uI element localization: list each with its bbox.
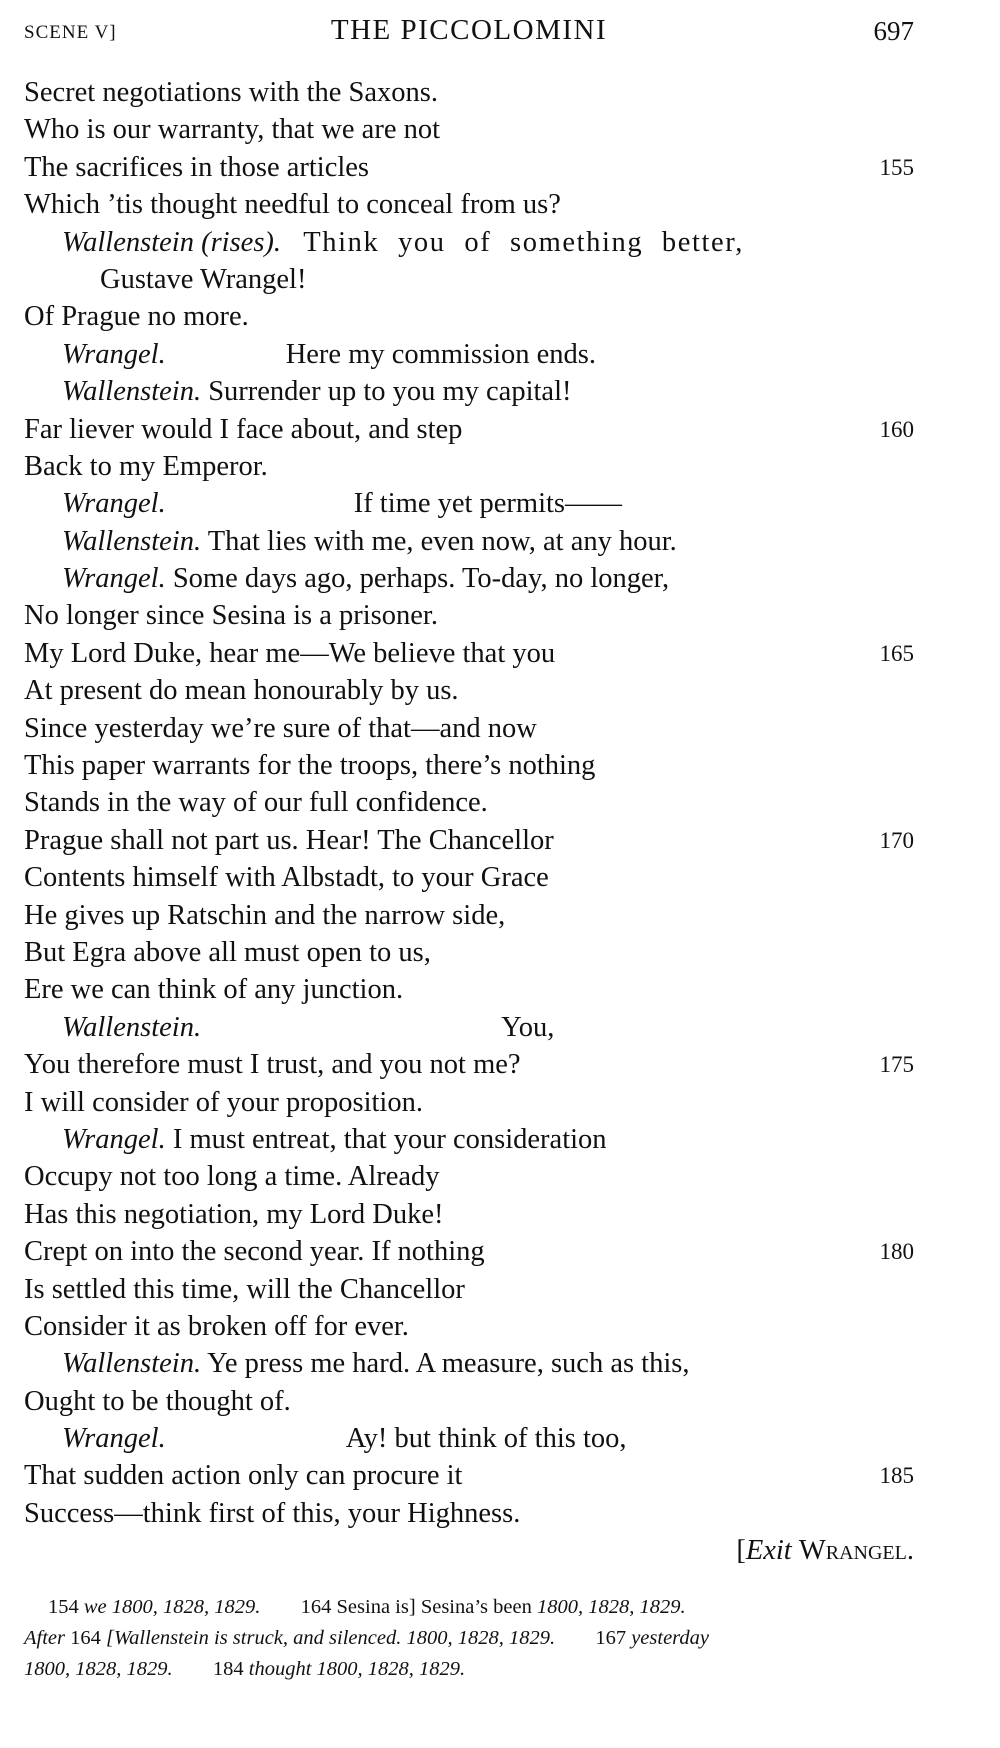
verse-line: Crept on into the second year. If nothing 180 (24, 1233, 914, 1270)
verse-line: Of Prague no more. (24, 301, 249, 333)
speech-line: Wrangel. I must entreat, that your consideration (62, 1123, 607, 1155)
verse-line: Prague shall not part us. Hear! The Chancellor 170 (24, 822, 914, 859)
speaker-name: Wrangel. (62, 1123, 166, 1155)
verse-line: Back to my Emperor. (24, 450, 268, 482)
speaker-name: Wallenstein. (62, 376, 202, 408)
verse-line: The sacrifices in those articles 155 (24, 149, 914, 186)
speaker-name: Wallenstein. (62, 525, 202, 557)
speaker-name: Wrangel. (62, 488, 166, 520)
speech-line: Wrangel. If time yet permits—— (62, 488, 623, 520)
footnotes (24, 1592, 914, 1685)
verse-line: That sudden action only can procure it 185 (24, 1457, 914, 1494)
speech-line: Wallenstein. You, (62, 1011, 555, 1043)
page-number: 697 (873, 16, 914, 46)
speaker-name: Wrangel. (62, 563, 166, 595)
page-title: THE PICCOLOMINI (330, 14, 608, 46)
verse-line: My Lord Duke, hear me—We believe that you 165 (24, 635, 914, 672)
footnote-line: After 164 [Wallenstein is struck, and silenced. 1800, 1828, 1829. 167 yesterday (24, 1627, 709, 1649)
speaker-name: Wallenstein. (62, 1011, 202, 1043)
verse-line: Occupy not too long a time. Already (24, 1161, 440, 1193)
verse-line: Far liever would I face about, and step 160 (24, 411, 914, 448)
speaker-name: Wrangel. (62, 1423, 166, 1455)
speech-line: Wrangel. Here my commission ends. (62, 338, 596, 370)
speech-line: Wallenstein. Surrender up to you my capital! (62, 376, 572, 408)
verse-line: Which ’tis thought needful to conceal from us? (24, 189, 561, 221)
scene-marker: SCENE V] (24, 22, 117, 43)
line-number: 175 (879, 1052, 914, 1078)
speech-line: Wrangel. Some days ago, perhaps. To-day, no longer, (62, 563, 670, 595)
verse-line: I will consider of your proposition. (24, 1086, 423, 1118)
speech-line: Wallenstein. That lies with me, even now, at any hour. (62, 525, 677, 557)
verse-line: This paper warrants for the troops, there’s nothing (24, 750, 596, 782)
verse-line: You therefore must I trust, and you not me? 175 (24, 1046, 914, 1083)
line-number: 160 (879, 416, 914, 442)
verse-line: Who is our warranty, that we are not (24, 114, 441, 146)
verse-line: Contents himself with Albstadt, to your Grace (24, 862, 549, 894)
verse-line: Gustave Wrangel! (100, 263, 307, 295)
line-number: 170 (879, 827, 914, 853)
stage-direction: (rises). (201, 226, 282, 258)
speech-line: Wallenstein (rises). Think you of something better, (62, 226, 744, 258)
speaker-name: Wallenstein (62, 226, 194, 258)
verse-line: Secret negotiations with the Saxons. (24, 77, 438, 108)
verse-line: No longer since Sesina is a prisoner. (24, 600, 438, 632)
verse-line: Since yesterday we’re sure of that—and now (24, 712, 537, 744)
verse-line: Ere we can think of any junction. (24, 974, 404, 1006)
verse-line: Has this negotiation, my Lord Duke! (24, 1198, 444, 1230)
verse-line: Success—think first of this, your Highness. (24, 1497, 521, 1529)
verse-line: But Egra above all must open to us, (24, 936, 431, 968)
speaker-name: Wallenstein. (62, 1348, 202, 1380)
verse-line: Ought to be thought of. (24, 1385, 291, 1417)
line-number: 185 (879, 1463, 914, 1489)
line-number: 165 (879, 640, 914, 666)
footnote-line: 154 we 1800, 1828, 1829. 164 Sesina is] Sesina’s been 1800, 1828, 1829. (48, 1596, 686, 1618)
line-number: 155 (879, 154, 914, 180)
footnote-line: 1800, 1828, 1829. 184 thought 1800, 1828, 1829. (24, 1658, 466, 1680)
verse-line: Stands in the way of our full confidence. (24, 787, 488, 819)
verse-line: Consider it as broken off for ever. (24, 1310, 409, 1342)
verse-line: At present do mean honourably by us. (24, 675, 459, 707)
verse-line: He gives up Ratschin and the narrow side, (24, 899, 506, 931)
verse-line: Is settled this time, will the Chancellor (24, 1273, 465, 1305)
exit-direction: [Exit Wrangel. (736, 1535, 914, 1567)
speech-line: Wrangel. Ay! but think of this too, (62, 1423, 627, 1455)
speech-line: Wallenstein. Ye press me hard. A measure, such as this, (62, 1348, 690, 1380)
line-number: 180 (879, 1239, 914, 1265)
verse-text (24, 74, 914, 1570)
speaker-name: Wrangel. (62, 338, 166, 370)
running-header (24, 14, 914, 54)
